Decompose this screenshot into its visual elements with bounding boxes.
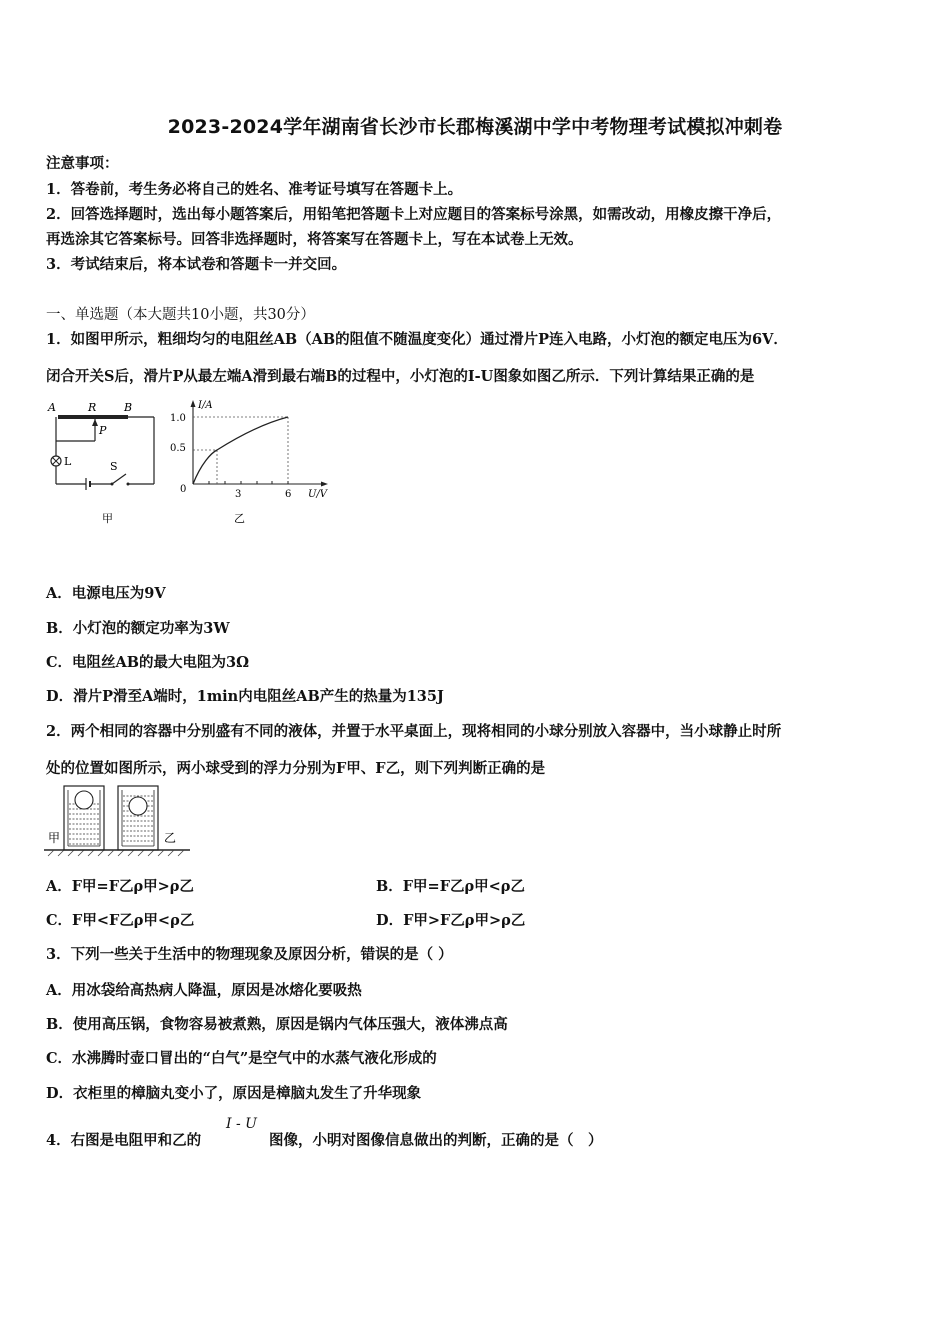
page-title: 2023-2024学年湖南省长沙市长郡梅溪湖中学中考物理考试模拟冲刺卷 bbox=[167, 116, 783, 138]
graph-ylabel: I/A bbox=[198, 400, 213, 411]
q3-option-a: A．用冰袋给高热病人降温，原因是冰熔化要吸热 bbox=[46, 982, 362, 999]
graph-xtick: 3 bbox=[235, 489, 242, 500]
q1-option-d: D．滑片P滑至A端时，1min内电阻丝AB产生的热量为135J bbox=[46, 688, 444, 705]
q1-stem-line1: 1．如图甲所示，粗细均匀的电阻丝AB（AB的阻值不随温度变化）通过滑片P连入电路，小灯泡的额定电压为6V． bbox=[46, 331, 788, 348]
q1-option-a: A．电源电压为9V bbox=[46, 585, 166, 602]
q1-stem-line2: 闭合开关S后，滑片P从最左端A滑到最右端B的过程中，小灯泡的I-U图象如图乙所示．下列计算结果正确的是 bbox=[46, 368, 755, 385]
resistor-wire bbox=[58, 415, 128, 419]
notice-heading: 注意事项： bbox=[46, 155, 119, 172]
container-right bbox=[118, 786, 158, 850]
q1-iu-graph bbox=[166, 396, 336, 531]
graph-ytick: 1.0 bbox=[170, 413, 186, 424]
q2-stem-line2: 处的位置如图所示，两小球受到的浮力分别为F甲、F乙，则下列判断正确的是 bbox=[46, 760, 546, 777]
q3-option-c: C．水沸腾时壶口冒出的“白气”是空气中的水蒸气液化形成的 bbox=[46, 1050, 437, 1067]
graph-ytick: 0.5 bbox=[170, 443, 186, 454]
notice-item: 再选涂其它答案标号。回答非选择题时，将答案写在答题卡上，写在本试卷上无效。 bbox=[46, 231, 583, 248]
q2-option-c: C．F甲<F乙ρ甲<ρ乙 bbox=[46, 912, 195, 929]
q1-option-b: B．小灯泡的额定功率为3W bbox=[46, 620, 230, 637]
section-heading: 一、单选题（本大题共10小题，共30分） bbox=[46, 307, 315, 323]
q3-option-d: D．衣柜里的樟脑丸变小了，原因是樟脑丸发生了升华现象 bbox=[46, 1085, 422, 1102]
q2-stem-line1: 2．两个相同的容器中分别盛有不同的液体，并置于水平桌面上，现将相同的小球分别放入容器中，当小球静止时所 bbox=[46, 723, 782, 740]
container-label-left: 甲 bbox=[48, 831, 61, 845]
graph-xtick: 6 bbox=[285, 489, 292, 500]
circuit-caption: 甲 bbox=[102, 512, 113, 525]
container-label-right: 乙 bbox=[164, 831, 177, 845]
ball-left bbox=[75, 791, 93, 809]
graph-caption: 乙 bbox=[234, 512, 245, 525]
notice-item: 2．回答选择题时，选出每小题答案后，用铅笔把答题卡上对应题目的答案标号涂黑，如需改动，用橡皮擦干净后， bbox=[46, 206, 782, 223]
notice-item: 3．考试结束后，将本试卷和答题卡一并交回。 bbox=[46, 256, 347, 273]
q2-option-d: D．F甲>F乙ρ甲>ρ乙 bbox=[376, 912, 526, 929]
circuit-label-s: S bbox=[110, 460, 118, 473]
circuit-label-b: B bbox=[124, 401, 133, 414]
iu-curve bbox=[193, 417, 288, 484]
q2-option-a: A．F甲=F乙ρ甲>ρ乙 bbox=[46, 878, 194, 895]
q1-option-c: C．电阻丝AB的最大电阻为3Ω bbox=[46, 654, 250, 671]
graph-xlabel: U/V bbox=[308, 489, 328, 500]
notice-item: 1．答卷前，考生务必将自己的姓名、准考证号填写在答题卡上。 bbox=[46, 181, 463, 198]
circuit-label-l: L bbox=[64, 455, 72, 468]
circuit-label-a: A bbox=[48, 401, 56, 414]
q1-circuit-diagram bbox=[40, 396, 165, 531]
q4-stem-post: 图像，小明对图像信息做出的判断，正确的是（ ） bbox=[269, 1132, 603, 1149]
circuit-label-r: R bbox=[88, 401, 97, 414]
q4-iu-formula: I - U bbox=[226, 1116, 257, 1132]
switch-icon bbox=[112, 474, 126, 484]
q2-containers-figure bbox=[44, 782, 194, 858]
ball-right bbox=[129, 797, 147, 815]
q4-stem-pre: 4．右图是电阻甲和乙的 bbox=[46, 1132, 202, 1149]
graph-origin: 0 bbox=[180, 484, 187, 495]
q3-option-b: B．使用高压锅，食物容易被煮熟，原因是锅内气体压强大，液体沸点高 bbox=[46, 1016, 508, 1033]
q2-option-b: B．F甲=F乙ρ甲<ρ乙 bbox=[376, 878, 525, 895]
q3-stem: 3．下列一些关于生活中的物理现象及原因分析，错误的是（ ） bbox=[46, 946, 453, 963]
circuit-label-p: P bbox=[99, 424, 107, 437]
